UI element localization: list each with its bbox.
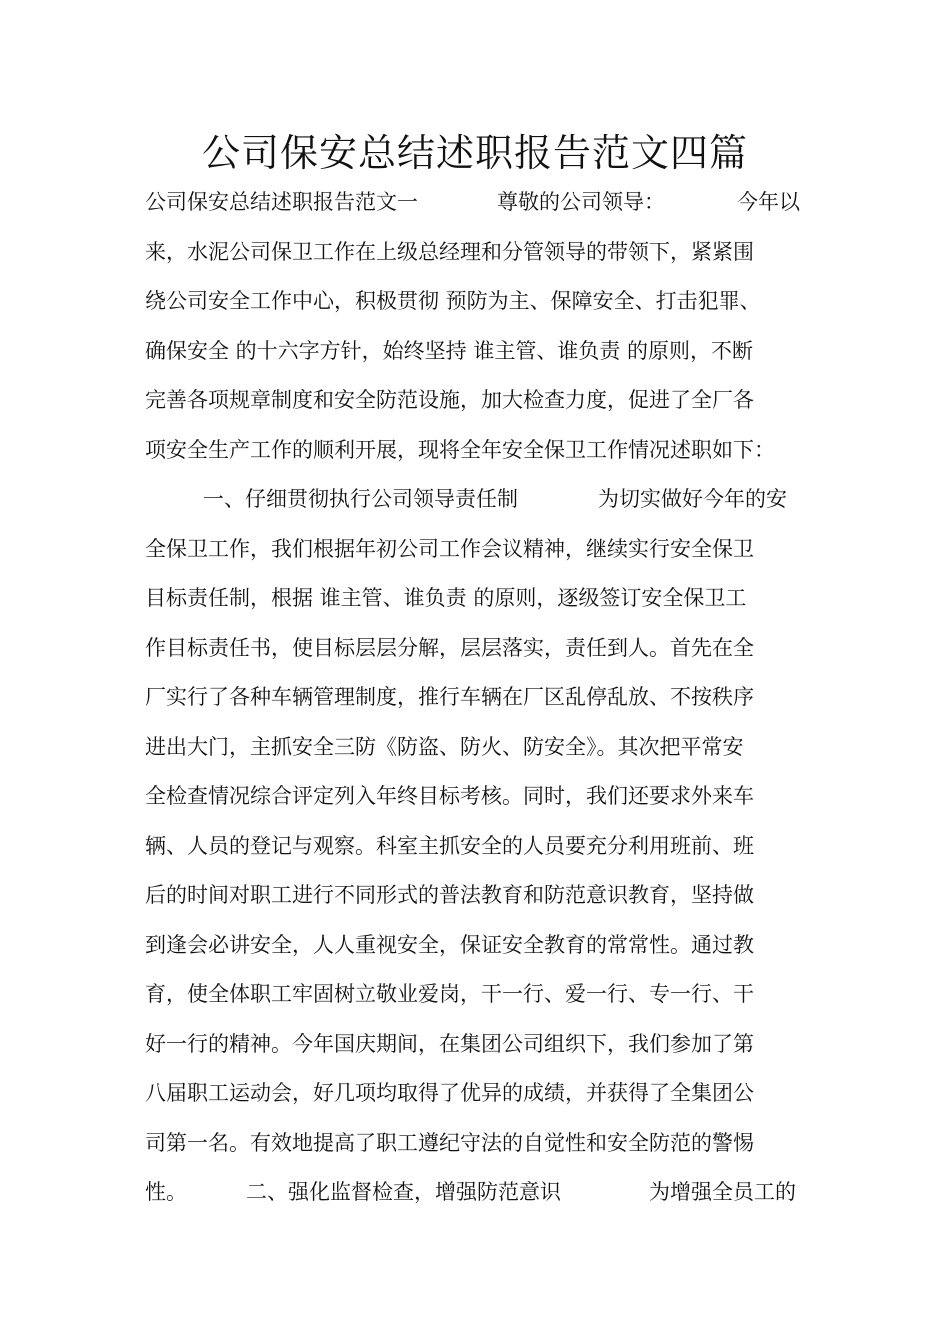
body-segment: 为增强全员工的	[649, 1180, 796, 1204]
body-line-1	[145, 178, 820, 228]
body-line-2	[145, 228, 820, 278]
body-line-10	[145, 624, 820, 674]
body-line-21	[145, 1168, 820, 1218]
body-segment: 好一行的精神。今年国庆期间，在集团公司组织下，我们参加了第	[145, 1031, 754, 1056]
body-segment: 尊敬的公司领导：	[497, 190, 665, 214]
body-segment: 八届职工运动会，好几项均取得了优异的成绩，并获得了全集团公	[145, 1081, 754, 1105]
body-line-5	[145, 376, 820, 426]
body-segment: 进出大门，主抓安全三防《防盗、防火、防安全》。其次把平常安	[145, 734, 744, 759]
body-segment: 一、仔细贯彻执行公司领导责任制	[203, 487, 518, 511]
body-line-3	[145, 277, 820, 327]
body-segment: 二、强化监督检查，增强防范意识	[246, 1180, 561, 1204]
body-line-11	[145, 673, 820, 723]
body-segment: 全检查情况综合评定列入年终目标考核。同时，我们还要求外来车	[145, 784, 754, 808]
body-segment: 项安全生产工作的顺利开展，现将全年安全保卫工作情况述职如下：	[145, 437, 775, 462]
document-body	[145, 178, 820, 1218]
body-line-14	[145, 822, 820, 872]
body-segment: 到逢会必讲安全，人人重视安全，保证安全教育的常常性。通过教	[145, 932, 754, 957]
body-line-6	[145, 426, 820, 476]
body-segment: 来，水泥公司保卫工作在上级总经理和分管领导的带领下，紧紧围	[145, 239, 754, 264]
body-segment: 作目标责任书，使目标层层分解，层层落实，责任到人。首先在全	[145, 635, 754, 660]
body-segment: 厂实行了各种车辆管理制度，推行车辆在厂区乱停乱放、不按秩序	[145, 685, 754, 709]
body-line-7	[145, 475, 820, 525]
body-segment: 完善各项规章制度和安全防范设施，加大检查力度，促进了全厂各	[145, 388, 754, 412]
body-line-12	[145, 723, 820, 773]
body-line-17	[145, 970, 820, 1020]
body-segment: 为切实做好今年的安	[598, 487, 787, 511]
body-line-4	[145, 327, 820, 377]
body-segment: 确保安全 的十六字方针，始终坚持 谁主管、谁负责 的原则，不断	[145, 338, 754, 363]
body-segment: 性。	[145, 1180, 187, 1204]
body-line-13	[145, 772, 820, 822]
body-line-15	[145, 871, 820, 921]
body-line-19	[145, 1069, 820, 1119]
body-segment: 后的时间对职工进行不同形式的普法教育和防范意识教育，坚持做	[145, 883, 754, 907]
body-segment: 今年以	[737, 190, 800, 214]
body-segment: 公司保安总结述职报告范文一	[145, 190, 418, 214]
body-segment: 目标责任制，根据 谁主管、谁负责 的原则，逐级签订安全保卫工	[145, 586, 747, 610]
body-segment: 育，使全体职工牢固树立敬业爱岗，干一行、爱一行、专一行、干	[145, 982, 754, 1006]
body-segment: 辆、人员的登记与观察。科室主抓安全的人员要充分利用班前、班	[145, 833, 754, 858]
body-line-9	[145, 574, 820, 624]
document-title: 公司保安总结述职报告范文四篇	[201, 131, 748, 175]
body-line-16	[145, 921, 820, 971]
body-line-20	[145, 1119, 820, 1169]
body-segment: 全保卫工作，我们根据年初公司工作会议精神，继续实行安全保卫	[145, 536, 754, 561]
body-line-8	[145, 525, 820, 575]
body-line-18	[145, 1020, 820, 1070]
body-segment: 绕公司安全工作中心，积极贯彻 预防为主、保障安全、打击犯罪、	[145, 289, 761, 313]
body-segment: 司第一名。有效地提高了职工遵纪守法的自觉性和安全防范的警惕	[145, 1130, 754, 1155]
